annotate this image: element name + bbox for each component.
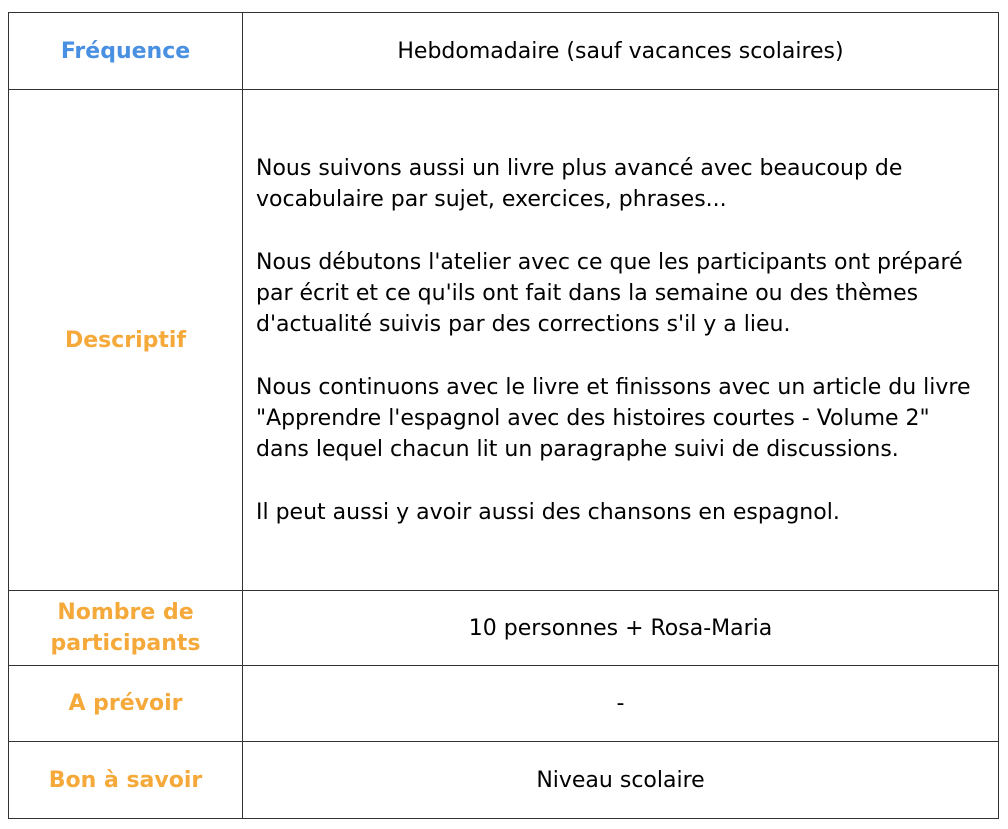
- frequence-label: Fréquence: [9, 13, 243, 90]
- row-descriptif: [9, 90, 999, 591]
- bon-a-savoir-label: Bon à savoir: [9, 742, 243, 819]
- nombre-participants-label: Nombre de participants: [9, 591, 243, 666]
- nombre-participants-value: 10 personnes + Rosa-Maria: [243, 591, 999, 666]
- row-frequence: [9, 13, 999, 90]
- descriptif-paragraph-1: Nous suivons aussi un livre plus avancé avec beaucoup de vocabulaire par sujet, exercices, phrases...: [256, 155, 903, 212]
- row-a-prevoir: [9, 666, 999, 742]
- descriptif-label: Descriptif: [9, 90, 243, 591]
- descriptif-paragraph-3: Nous continuons avec le livre et finissons avec un article du livre "Apprendre l'espagnol avec des histoires courtes - Volume 2" dans lequel chacun lit un paragraphe suivi de discussions.: [256, 374, 971, 462]
- a-prevoir-label: A prévoir: [9, 666, 243, 742]
- row-bon-a-savoir: [9, 742, 999, 819]
- descriptif-value: [243, 90, 999, 591]
- row-nombre-participants: [9, 591, 999, 666]
- frequence-value: Hebdomadaire (sauf vacances scolaires): [243, 13, 999, 90]
- descriptif-paragraph-2: Nous débutons l'atelier avec ce que les participants ont préparé par écrit et ce qu'ils ont fait dans la semaine ou des thèmes d'actualité suivis par des corrections s'il y a lieu.: [256, 249, 963, 337]
- bon-a-savoir-value: Niveau scolaire: [243, 742, 999, 819]
- a-prevoir-value: -: [243, 666, 999, 742]
- descriptif-paragraph-4: Il peut aussi y avoir aussi des chansons en espagnol.: [256, 499, 840, 525]
- info-table: [8, 12, 999, 819]
